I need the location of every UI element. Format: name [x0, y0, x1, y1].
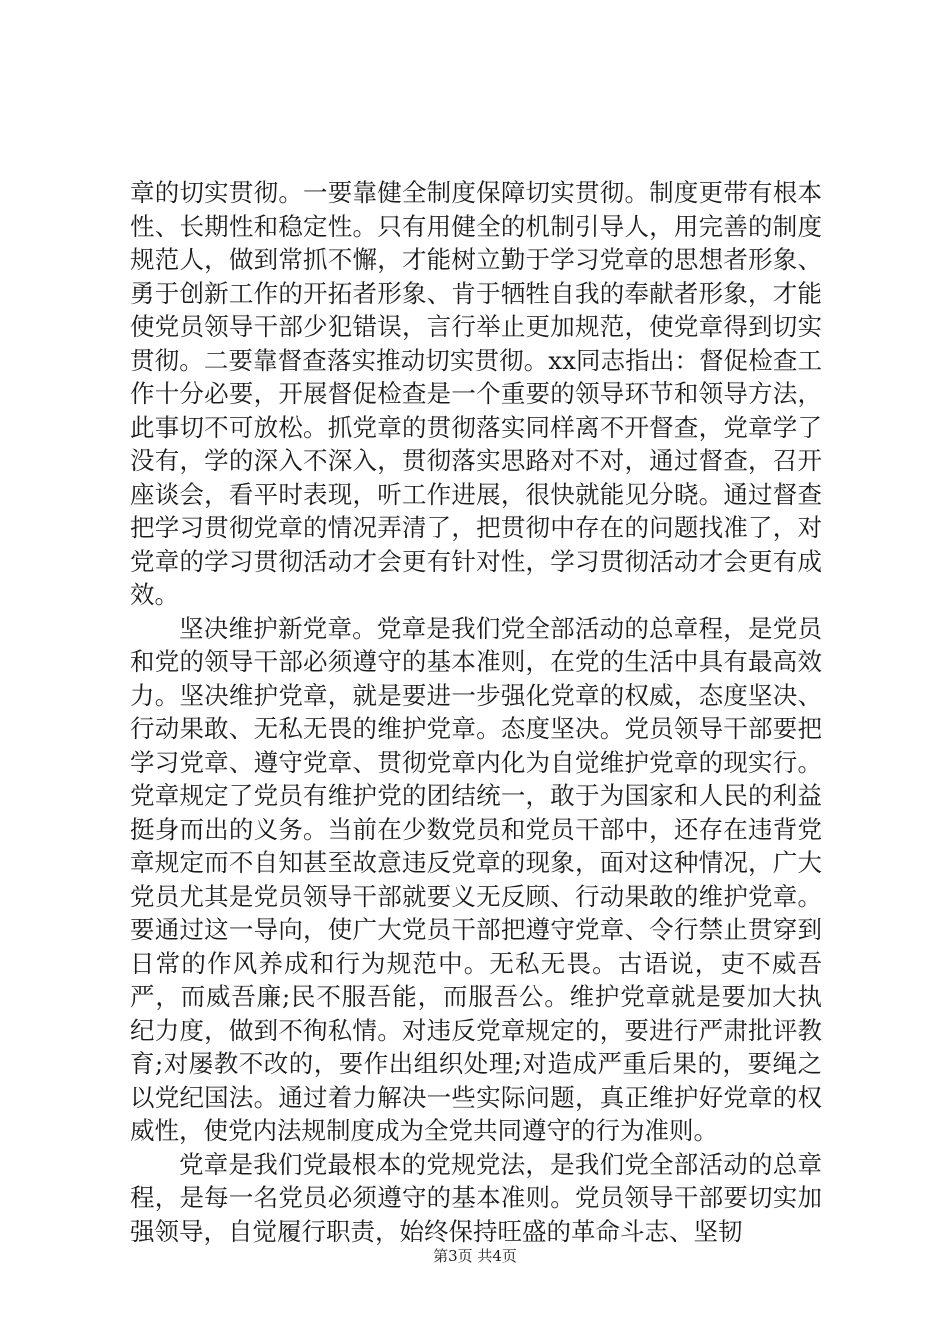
- paragraph-2: 坚决维护新党章。党章是我们党全部活动的总章程，是党员和党的领导干部必须遵守的基本准则，在党的生活中具有最高效力。坚决维护党章，就是要进一步强化党章的权威，态度坚决、行动果敢、无私无畏的维护党章。态度坚决。党员领导干部要把学习党章、遵守党章、贯彻党章内化为自觉维护党章的现实行。党章规定了党员有维护党的团结统一，敢于为国家和人民的利益挺身而出的义务。当前在少数党员和党员干部中，还存在违背党章规定而不自知甚至故意违反党章的现象，面对这种情况，广大党员尤其是党员领导干部就要义无反顾、行动果敢的维护党章。要通过这一导向，使广大党员干部把遵守党章、令行禁止贯穿到日常的作风养成和行为规范中。无私无畏。古语说，吏不威吾严，而威吾廉;民不服吾能，而服吾公。维护党章就是要加大执纪力度，做到不徇私情。对违反党章规定的，要进行严肃批评教育;对屡教不改的，要作出组织处理;对造成严重后果的，要绳之以党纪国法。通过着力解决一些实际问题，真正维护好党章的权威性，使党内法规制度成为全党共同遵守的行为准则。: [130, 613, 822, 1145]
- page-footer: 第3页 共4页: [433, 1247, 517, 1265]
- paragraph-1: 章的切实贯彻。一要靠健全制度保障切实贯彻。制度更带有根本性、长期性和稳定性。只有用健全的机制引导人，用完善的制度规范人，做到常抓不懈，才能树立勤于学习党章的思想者形象、勇于创新工作的开拓者形象、肯于牺牲自我的奉献者形象，才能使党员领导干部少犯错误，言行举止更加规范，使党章得到切实贯彻。二要靠督查落实推动切实贯彻。xx同志指出：督促检查工作十分必要，开展督促检查是一个重要的领导环节和领导方法，此事切不可放松。抓党章的贯彻落实同样离不开督查，党章学了没有，学的深入不深入，贯彻落实思路对不对，通过督查，召开座谈会，看平时表现，听工作进展，很快就能见分晓。通过督查把学习贯彻党章的情况弄清了，把贯彻中存在的问题找准了，对党章的学习贯彻活动才会更有针对性，学习贯彻活动才会更有成效。: [130, 178, 822, 609]
- document-body: [130, 176, 822, 1248]
- paragraph-3: 党章是我们党最根本的党规党法，是我们党全部活动的总章程，是每一名党员必须遵守的基本准则。党员领导干部要切实加强领导，自觉履行职责，始终保持旺盛的革命斗志、坚韧: [130, 1149, 822, 1246]
